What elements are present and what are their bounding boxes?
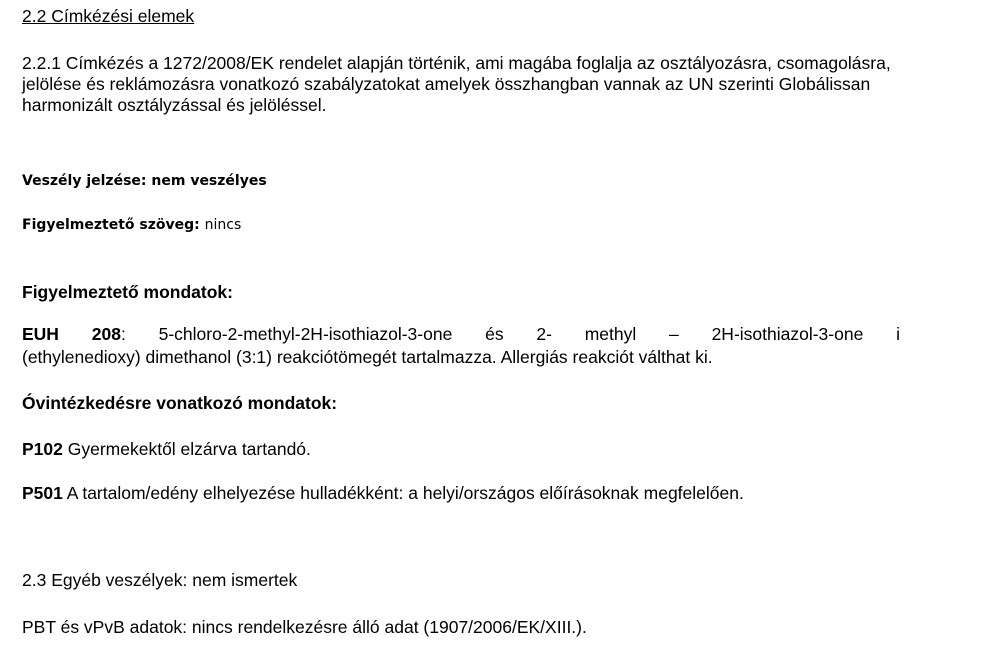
- euh-208-line-2: (ethylenedioxy) dimethanol (3:1) reakciótömegét tartalmazza. Allergiás reakciót válthat ki.: [22, 347, 713, 367]
- signal-word-line: [22, 213, 241, 235]
- signal-label: Figyelmeztető szöveg:: [22, 217, 200, 233]
- warning-statements-heading: Figyelmeztető mondatok:: [22, 282, 233, 302]
- signal-value: nincs: [204, 217, 242, 233]
- pbt-vpvb-line: PBT és vPvB adatok: nincs rendelkezésre álló adat (1907/2006/EK/XIII.).: [22, 617, 587, 637]
- p501-code: P501: [22, 483, 63, 503]
- p501-text: A tartalom/edény elhelyezése hulladékként: a helyi/országos előírásoknak megfelelően.: [62, 483, 744, 503]
- euh-208-line-1: [22, 323, 900, 346]
- hazard-line: [22, 171, 267, 191]
- paragraph-2-2-1: 2.2.1 Címkézés a 1272/2008/EK rendelet alapján történik, ami magába foglalja az osztályozásra, csomagolásra, jelölése és reklámozásra vonatkozó szabályzatokat amelyek összhangban vannak az UN szerinti Globálissan harmonizált osztályzással és jelöléssel.: [22, 53, 891, 115]
- hazard-label: Veszély jelzése:: [22, 173, 147, 189]
- euh-208-statement: [22, 323, 900, 369]
- p102-code: P102: [22, 439, 63, 459]
- p102-text: Gyermekektől elzárva tartandó.: [62, 439, 311, 459]
- hazard-value: nem veszélyes: [151, 173, 267, 189]
- precautionary-statements-heading: Óvintézkedésre vonatkozó mondatok:: [22, 393, 338, 413]
- section-heading-2-2: 2.2 Címkézési elemek: [22, 6, 195, 26]
- p102-statement: [22, 439, 311, 459]
- p501-statement: [22, 483, 744, 503]
- section-heading-2-3: 2.3 Egyéb veszélyek: nem ismertek: [22, 570, 298, 590]
- euh-text-1: : 5-chloro-2-methyl-2H-isothiazol-3-one és 2- methyl – 2H-isothiazol-3-one i: [120, 324, 900, 344]
- euh-code: EUH 208: [22, 324, 121, 344]
